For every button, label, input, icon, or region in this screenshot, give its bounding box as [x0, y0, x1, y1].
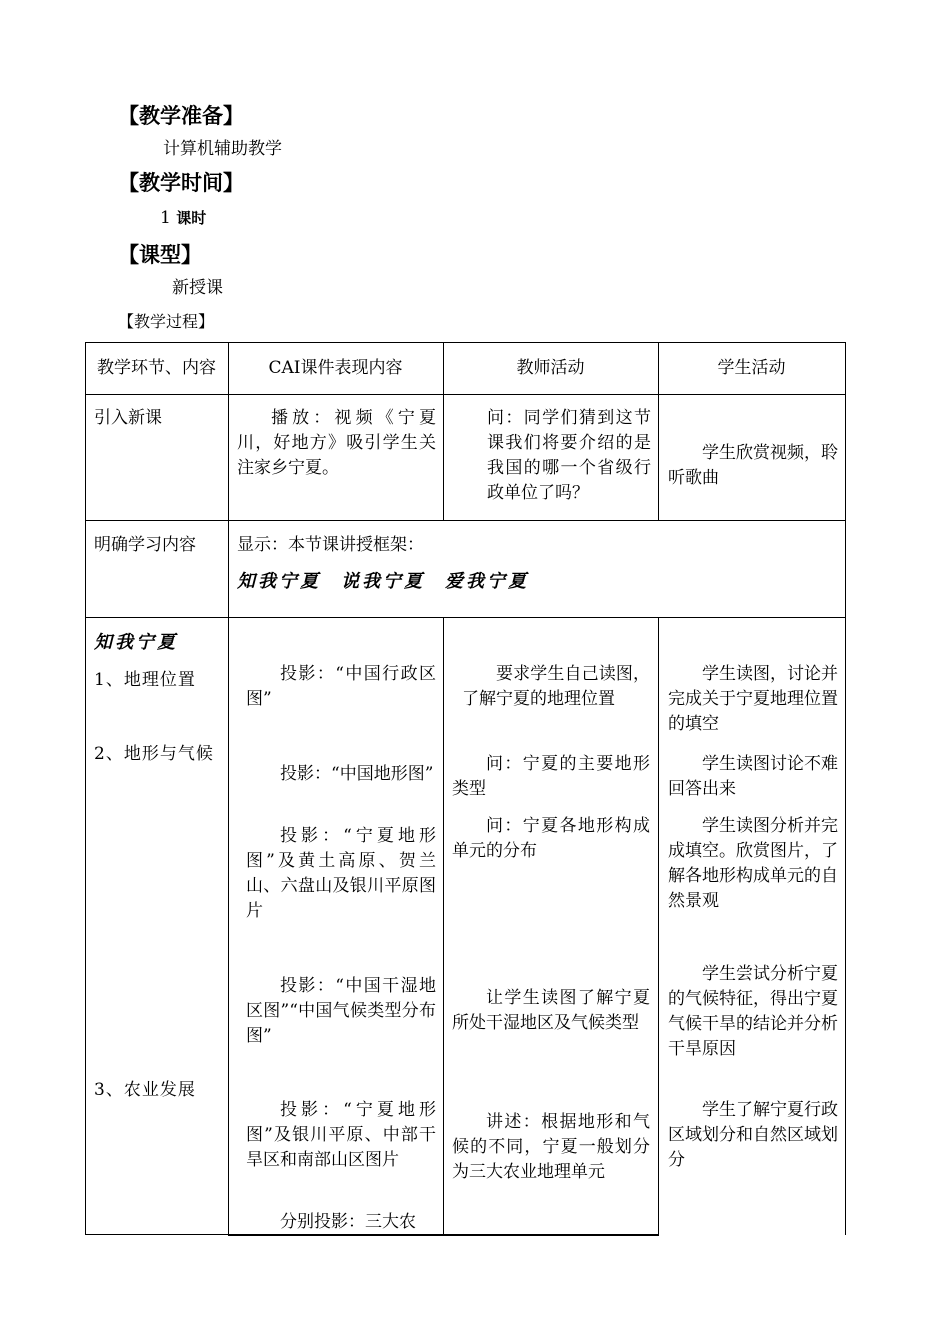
table-divider-1 [228, 342, 229, 1235]
lesson-process-table [85, 342, 846, 1235]
intro-teacher: 问：同学们猜到这节课我们将要介绍的是我国的哪一个省级行政单位了吗？ [487, 408, 651, 503]
table-border-left [85, 342, 86, 1235]
type-heading: 【课型】 [118, 243, 202, 267]
framework-item-3: 爱我宁夏 [445, 571, 529, 592]
intro-section: 引入新课 [94, 408, 162, 428]
student-terrain-types: 学生读图讨论不难回答出来 [668, 754, 838, 799]
time-value [160, 207, 206, 229]
table-border-bottom-a [85, 1234, 229, 1235]
cai-ningxia-regions: 投影：“宁夏地形图”及银川平原、中部干旱区和南部山区图片 [246, 1100, 436, 1170]
goal-cai-line: 显示：本节课讲授框架： [237, 535, 424, 555]
item-terrain-climate: 2、地形与气候 [94, 744, 214, 764]
cai-climate-maps: 投影：“中国干湿地区图”“中国气候类型分布图” [246, 976, 436, 1046]
process-heading: 【教学过程】 [118, 312, 215, 331]
prep-heading: 【教学准备】 [118, 104, 244, 128]
table-row-line-1 [85, 394, 846, 395]
table-border-top [85, 342, 846, 343]
header-cai: CAI课件表现内容 [268, 358, 403, 378]
student-location: 学生读图，讨论并完成关于宁夏地理位置的填空 [668, 664, 838, 734]
header-student: 学生活动 [717, 358, 786, 378]
table-divider-2b [443, 617, 444, 1235]
teacher-climate: 让学生读图了解宁夏所处干湿地区及气候类型 [452, 988, 650, 1033]
header-section: 教学环节、内容 [97, 358, 216, 378]
intro-cai: 播放：视频《宁夏川，好地方》吸引学生关注家乡宁夏。 [237, 408, 436, 478]
time-number: 1 [160, 208, 171, 228]
student-terrain-analysis: 学生读图分析并完成填空。欣赏图片，了解各地形构成单元的自然景观 [668, 816, 838, 911]
student-regions: 学生了解宁夏行政区域划分和自然区域划分 [668, 1100, 838, 1170]
teacher-agriculture: 讲述：根据地形和气候的不同，宁夏一般划分为三大农业地理单元 [452, 1112, 650, 1182]
framework-item-1: 知我宁夏 [237, 571, 321, 592]
teacher-terrain-distribution: 问：宁夏各地形构成单元的分布 [452, 816, 650, 861]
goal-section: 明确学习内容 [94, 535, 196, 555]
goal-framework [237, 569, 529, 594]
cai-ningxia-terrain: 投影：“宁夏地形图”及黄土高原、贺兰山、六盘山及银川平原图片 [246, 826, 436, 921]
teacher-terrain-types: 问：宁夏的主要地形类型 [452, 754, 650, 799]
cai-agri-units: 分别投影：三大农 [280, 1212, 416, 1232]
cai-china-terrain: 投影：“中国地形图” [280, 764, 434, 784]
main-title: 知我宁夏 [94, 632, 178, 653]
student-climate: 学生尝试分析宁夏的气候特征，得出宁夏气候干旱的结论并分析干旱原因 [668, 964, 838, 1059]
cai-admin-map: 投影：“中国行政区图” [246, 664, 436, 709]
time-heading: 【教学时间】 [118, 171, 244, 195]
item-agriculture: 3、农业发展 [94, 1080, 196, 1100]
framework-item-2: 说我宁夏 [341, 571, 425, 592]
prep-text: 计算机辅助教学 [163, 139, 282, 159]
item-location: 1、地理位置 [94, 670, 196, 690]
time-unit: 课时 [176, 209, 207, 227]
table-border-right [845, 342, 846, 1235]
header-teacher: 教师活动 [516, 358, 585, 378]
type-text: 新授课 [172, 278, 223, 298]
table-row-line-3 [85, 617, 846, 618]
teacher-location: 要求学生自己读图，了解宁夏的地理位置 [462, 664, 650, 709]
table-row-line-2 [85, 520, 846, 521]
intro-student: 学生欣赏视频，聆听歌曲 [668, 443, 838, 488]
table-divider-3b [658, 617, 659, 1235]
